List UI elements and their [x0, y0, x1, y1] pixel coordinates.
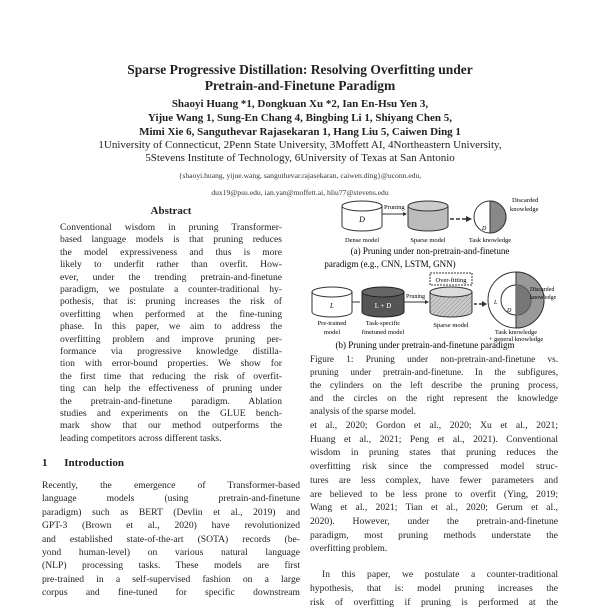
subcaption-b: (b) Pruning under pretrain-and-finetune paradigm — [335, 340, 515, 350]
text-line: yond human-level) on various natural language — [42, 547, 300, 558]
sparse-model-cylinder-b — [430, 287, 472, 317]
text-line: paradigm, most pruning methods understate the — [310, 529, 558, 541]
abstract-heading: Abstract — [150, 205, 192, 217]
knowledge-circle-a — [474, 201, 506, 233]
text-line: Conventional wisdom in pruning Transformer- — [60, 222, 282, 233]
discarded-label-b-line-2: knowledge — [530, 295, 557, 301]
text-line: pre-trained in a self-supervised fashion on a large — [42, 573, 300, 585]
paper-title-line-1: Sparse Progressive Distillation: Resolving Overfitting under — [127, 62, 473, 77]
text-line: formance via progressive knowledge distilla- — [60, 346, 282, 357]
task-knowledge-label: Task knowledge — [468, 237, 512, 244]
pretrained-symbol: L — [330, 302, 334, 310]
sparse-model-label-b: Sparse model — [433, 322, 469, 329]
text-line: are believed to be less prone to overfit (Ying, 2019; — [310, 488, 558, 500]
affiliations-line-2: 5Stevens Institute of Technology, 6University of Texas at San Antonio — [145, 152, 455, 164]
text-line: Huang et al., 2021; Peng et al., 2021). Conventional — [310, 433, 558, 445]
text-line: analysis of the sparse model. — [310, 406, 416, 416]
text-line: et al., 2020; Gordon et al., 2020; Xu et al., 2021; — [310, 420, 558, 431]
dashed-arrowhead-a — [466, 216, 472, 222]
text-line: the first time that reducing the risk of overfit- — [60, 370, 282, 382]
text-line: the pretrain-and-finetune paradigm. Ablation — [60, 395, 282, 407]
text-line: overfitting problem. — [310, 543, 388, 555]
text-line: mark show that our method outperforms the — [60, 420, 282, 432]
pruning-label-b: Pruning — [406, 294, 426, 300]
discarded-label-a: Discarded — [512, 197, 539, 204]
section-number: 1 — [42, 457, 48, 469]
text-line: leading competitors across different tasks. — [60, 432, 222, 444]
intro-heading — [42, 457, 124, 469]
discarded-label-b: Discarded — [530, 287, 555, 293]
dense-symbol: D — [359, 215, 365, 224]
section-title: Introduction — [64, 457, 124, 469]
knowledge-label-b-line-2: + general knowledge — [488, 336, 544, 343]
text-line: pothesis, that is: pruning increases the risk of — [60, 296, 282, 308]
text-line: based language models is that pruning reduces — [60, 234, 282, 246]
text-line: language models (using pretrain-and-finetune — [42, 493, 300, 505]
affiliations-line-1: 1University of Connecticut, 2Penn State University, 3Moffett AI, 4Northeastern University, — [98, 139, 502, 151]
text-line: overfitting risk since the compressed model struc- — [310, 461, 558, 473]
text-line: Recently, the emergence of Transformer-based — [42, 480, 300, 491]
pretrained-label: Pre-trained — [317, 320, 347, 327]
authors-line-1: Shaoyi Huang *1, Dongkuan Xu *2, Ian En-Hsu Yen 3, — [171, 98, 429, 110]
text-line: 2020). However, under the pretrain-and-finetune — [310, 515, 558, 527]
discarded-label-a-line-2: knowledge — [510, 206, 539, 213]
text-line: phase. In this paper, we aim to address the — [60, 321, 282, 333]
text-line: (NLP) processing tasks. These models are first — [42, 560, 300, 572]
text-line: tures are less complex, have fewer parameters and — [310, 474, 558, 486]
text-line: the model expressiveness and thus is more — [60, 246, 282, 258]
text-line: likely to underfit rather than overfit. How- — [60, 259, 282, 271]
dense-model-label: Dense model — [344, 237, 380, 244]
subcaption-a-line-2: paradigm (e.g., CNN, LSTM, GNN) — [324, 259, 456, 269]
authors-line-3: Mimi Xie 6, Sanguthevar Rajasekaran 1, Hang Liu 5, Caiwen Ding 1 — [139, 126, 461, 138]
sparse-model-cylinder — [408, 201, 448, 231]
text-line: paradigm) such as BERT (Devlin et al., 2019) and — [42, 506, 300, 518]
text-line: In this paper, we postulate a counter-traditional — [322, 569, 558, 580]
circle-symbol-a: D — [482, 226, 487, 232]
text-line: GPT-3 (Brown et al., 2020) have revolutionized — [42, 520, 300, 532]
knowledge-label-b: Task knowledge — [494, 329, 538, 336]
dashed-arrowhead-b — [482, 301, 487, 307]
text-line: ting can help the effectiveness of pruning under — [60, 383, 282, 395]
finetuned-label-line-2: finetuned model — [361, 329, 405, 336]
text-line: tion with error-bound properties. We show for — [60, 358, 282, 370]
finetuned-label: Task-specific — [365, 320, 401, 327]
subcaption-a-line-1: (a) Pruning under non-pretrain-and-finetune — [350, 246, 510, 256]
text-line: pruning under pretrain-and-finetune. In the subfigures, — [310, 367, 558, 377]
text-line: and established state-of-the-art (SOTA) records (be- — [42, 533, 300, 545]
text-line: wisdom in pruning states that pruning reduces the — [310, 447, 558, 459]
overfitting-label: Over-fitting — [435, 277, 467, 284]
text-line: corpus and fine-tuned for specific downstream — [42, 587, 300, 599]
pruning-arrowhead-b — [425, 300, 429, 304]
text-line: and the circles on the right represent the knowledge — [310, 393, 558, 403]
circle-outer-symbol: L — [494, 300, 498, 306]
text-line: risk of overfitting if pruning is performed at the — [310, 596, 558, 608]
emails-line-2: dux19@psu.edu, ian.yan@moffett.ai, hliu77@stevens.edu — [211, 188, 389, 197]
text-line: overfitting when performed at the fine-tuning — [60, 308, 282, 320]
pretrained-label-line-2: model — [323, 329, 341, 336]
sparse-model-label-a: Sparse model — [410, 237, 446, 244]
figure-1 — [300, 192, 560, 350]
pruning-arrowhead — [403, 212, 407, 216]
authors-line-2: Yijue Wang 1, Sung-En Chang 4, Bingbing Li 1, Shiyang Chen 5, — [147, 112, 453, 124]
text-line: hypothesis, that is: model pruning increases the — [310, 582, 558, 594]
text-line: overfitting problem and improve pruning per- — [60, 333, 282, 345]
text-line: ever, under the trending pretrain-and-finetune — [60, 271, 282, 283]
text-line: the cylinders on the left describe the pruning process, — [310, 380, 558, 390]
finetuned-symbol: L + D — [374, 302, 392, 310]
circle-inner-symbol: D — [507, 308, 512, 314]
text-line: studies and experiments on the GLUE bench- — [60, 408, 282, 419]
text-line: paradigm, we postulate a counter-traditional hy- — [60, 284, 282, 295]
paper-title-line-2: Pretrain-and-Finetune Paradigm — [204, 78, 396, 93]
pruning-label-a: Pruning — [384, 204, 405, 211]
text-line: Figure 1: Pruning under non-pretrain-and-finetune vs. — [310, 354, 558, 364]
emails-line-1: {shaoyi.huang, yijue.wang, sanguthevar.rajasekaran, caiwen.ding}@uconn.edu, — [178, 171, 422, 180]
text-line: Wang et al., 2021; Tian et al., 2020; Gerum et al., — [310, 502, 558, 514]
